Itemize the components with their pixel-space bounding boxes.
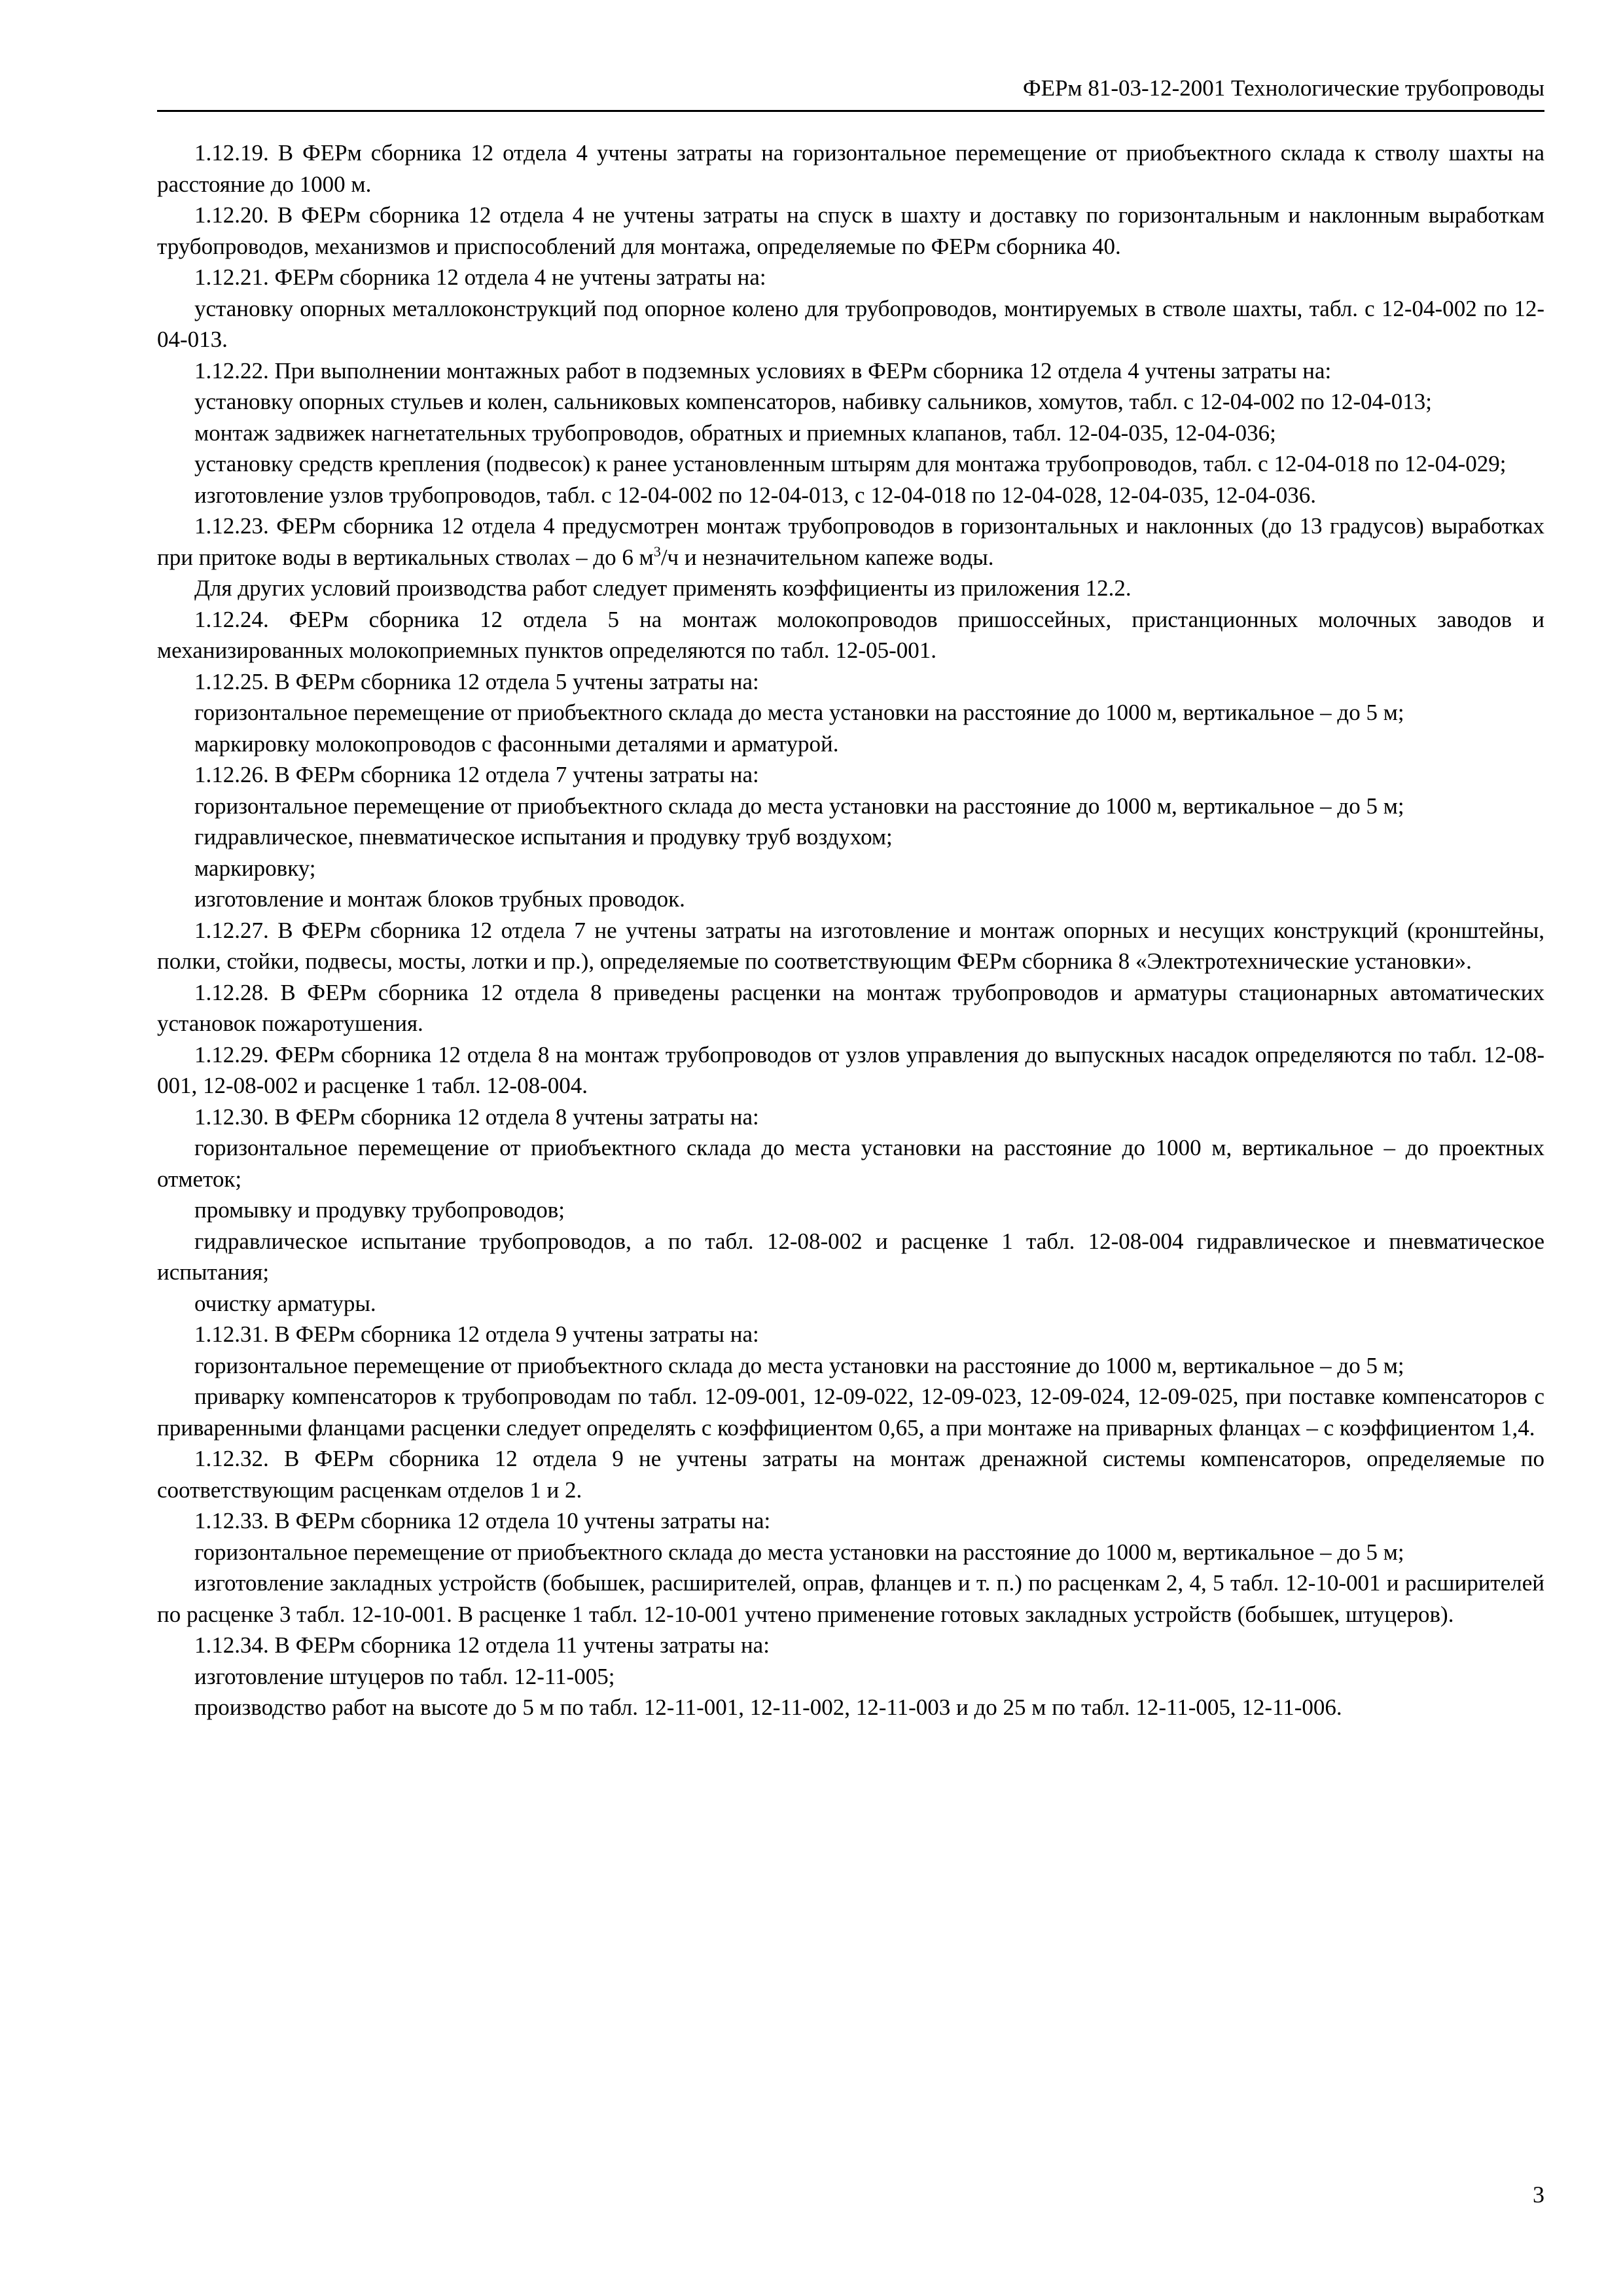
paragraph: изготовление узлов трубопроводов, табл. с 12-04-002 по 12-04-013, с 12-04-018 по 12-04-028, 12-04-035, 12-04-036. (194, 482, 1317, 508)
paragraph: 1.12.33. В ФЕРм сборника 12 отдела 10 учтены затраты на: (194, 1508, 771, 1534)
superscript: 3 (653, 543, 661, 560)
paragraph: 1.12.27. В ФЕРм сборника 12 отдела 7 не учтены затраты на изготовление и монтаж опорных и несущих конструкций (кронштейны, полки, стойки, подвесы, мосты, лотки и пр.), определяемые по соответствующим ФЕРм сборника 8 «Электротехнические установки». (157, 917, 1544, 974)
paragraph: 1.12.29. ФЕРм сборника 12 отдела 8 на монтаж трубопроводов от узлов управления до выпускных насадок определяются по табл. 12-08-001, 12-08-002 и расценке 1 табл. 12-08-004. (157, 1041, 1544, 1098)
paragraph: 1.12.34. В ФЕРм сборника 12 отдела 11 учтены затраты на: (194, 1632, 770, 1658)
paragraph: 1.12.19. В ФЕРм сборника 12 отдела 4 учтены затраты на горизонтальное перемещение от приобъектного склада к стволу шахты на расстояние до 1000 м. (157, 140, 1544, 197)
paragraph: очистку арматуры. (194, 1290, 376, 1316)
paragraph: горизонтальное перемещение от приобъектного склада до места установки на расстояние до 1000 м, вертикальное – до 5 м; (194, 1539, 1404, 1565)
paragraph: установку опорных металлоконструкций под опорное колено для трубопроводов, монтируемых в стволе шахты, табл. с 12-04-002 по 12-04-013. (157, 295, 1544, 352)
paragraph: 1.12.30. В ФЕРм сборника 12 отдела 8 учтены затраты на: (194, 1103, 759, 1130)
paragraph: 1.12.22. При выполнении монтажных работ в подземных условиях в ФЕРм сборника 12 отдела 4 учтены затраты на: (194, 357, 1332, 384)
paragraph: производство работ на высоте до 5 м по табл. 12-11-001, 12-11-002, 12-11-003 и до 25 м по табл. 12-11-005, 12-11-006. (194, 1695, 1342, 1720)
paragraph: установку средств крепления (подвесок) к ранее установленным штырям для монтажа трубопроводов, табл. с 12-04-018 по 12-04-029; (194, 451, 1507, 476)
paragraph-text: 1.12.23. ФЕРм сборника 12 отдела 4 предусмотрен монтаж трубопроводов в горизонтальных и наклонных (до 13 градусов) выработках при притоке воды в вертикальных стволах – до 6 м (157, 513, 1544, 570)
header-title: ФЕРм 81-03-12-2001 Технологические трубопроводы (1022, 75, 1544, 101)
paragraph: изготовление закладных устройств (бобышек, расширителей, оправ, фланцев и т. п.) по расценкам 2, 4, 5 табл. 12-10-001 и расширителей по расценке 3 табл. 12-10-001. В расценке 1 табл. 12-10-001 учтено применение готовых закладных устройств (бобышек, штуцеров). (157, 1570, 1544, 1627)
paragraph: гидравлическое испытание трубопроводов, а по табл. 12-08-002 и расценке 1 табл. 12-08-004 гидравлическое и пневматическое испытания; (157, 1228, 1544, 1285)
paragraph: 1.12.26. В ФЕРм сборника 12 отдела 7 учтены затраты на: (194, 762, 759, 787)
paragraph: горизонтальное перемещение от приобъектного склада до места установки на расстояние до 1000 м, вертикальное – до 5 м; (194, 793, 1404, 819)
page-number: 3 (1533, 2181, 1544, 2208)
paragraph: гидравлическое, пневматическое испытания и продувку труб воздухом; (194, 824, 893, 850)
paragraph: 1.12.21. ФЕРм сборника 12 отдела 4 не учтены затраты на: (194, 264, 766, 290)
paragraph: изготовление штуцеров по табл. 12-11-005; (194, 1663, 615, 1689)
paragraph: 1.12.24. ФЕРм сборника 12 отдела 5 на монтаж молокопроводов пришоссейных, пристанционных молочных заводов и механизированных молокоприемных пунктов определяются по табл. 12-05-001. (157, 606, 1544, 663)
paragraph: монтаж задвижек нагнетательных трубопроводов, обратных и приемных клапанов, табл. 12-04-035, 12-04-036; (194, 420, 1276, 446)
paragraph: 1.12.20. В ФЕРм сборника 12 отдела 4 не учтены затраты на спуск в шахту и доставку по горизонтальным и наклонным выработкам трубопроводов, механизмов и приспособлений для монтажа, определяемые по ФЕРм сборника 40. (157, 202, 1544, 259)
paragraph: установку опорных стульев и колен, сальниковых компенсаторов, набивку сальников, хомутов, табл. с 12-04-002 по 12-04-013; (194, 389, 1433, 414)
page-header (157, 72, 1544, 112)
paragraph: маркировку; (194, 855, 316, 881)
paragraph: горизонтальное перемещение от приобъектного склада до места установки на расстояние до 1000 м, вертикальное – до 5 м; (194, 700, 1404, 725)
paragraph: 1.12.31. В ФЕРм сборника 12 отдела 9 учтены затраты на: (194, 1321, 759, 1347)
paragraph: Для других условий производства работ следует применять коэффициенты из приложения 12.2. (194, 575, 1132, 601)
paragraph: горизонтальное перемещение от приобъектного склада до места установки на расстояние до 1000 м, вертикальное – до 5 м; (194, 1352, 1404, 1378)
paragraph-with-superscript (157, 511, 1544, 573)
paragraph: маркировку молокопроводов с фасонными деталями и арматурой. (194, 730, 839, 757)
paragraph: горизонтальное перемещение от приобъектного склада до места установки на расстояние до 1000 м, вертикальное – до проектных отметок; (157, 1135, 1544, 1192)
paragraph-text: /ч и незначительном капеже воды. (660, 544, 994, 570)
paragraph: 1.12.25. В ФЕРм сборника 12 отдела 5 учтены затраты на: (194, 668, 759, 694)
paragraph: приварку компенсаторов к трубопроводам по табл. 12-09-001, 12-09-022, 12-09-023, 12-09-024, 12-09-025, при поставке компенсаторов с приваренными фланцами расценки следует определять с коэффициентом 0,65, а при монтаже на приварных фланцах – с коэффициентом 1,4. (157, 1384, 1544, 1441)
paragraph: промывку и продувку трубопроводов; (194, 1197, 565, 1223)
paragraph: 1.12.28. В ФЕРм сборника 12 отдела 8 приведены расценки на монтаж трубопроводов и арматуры стационарных автоматических установок пожаротушения. (157, 979, 1544, 1036)
document-body (157, 137, 1544, 1723)
paragraph: изготовление и монтаж блоков трубных проводок. (194, 886, 685, 912)
paragraph: 1.12.32. В ФЕРм сборника 12 отдела 9 не учтены затраты на монтаж дренажной системы компенсаторов, определяемые по соответствующим расценкам отделов 1 и 2. (157, 1446, 1544, 1503)
